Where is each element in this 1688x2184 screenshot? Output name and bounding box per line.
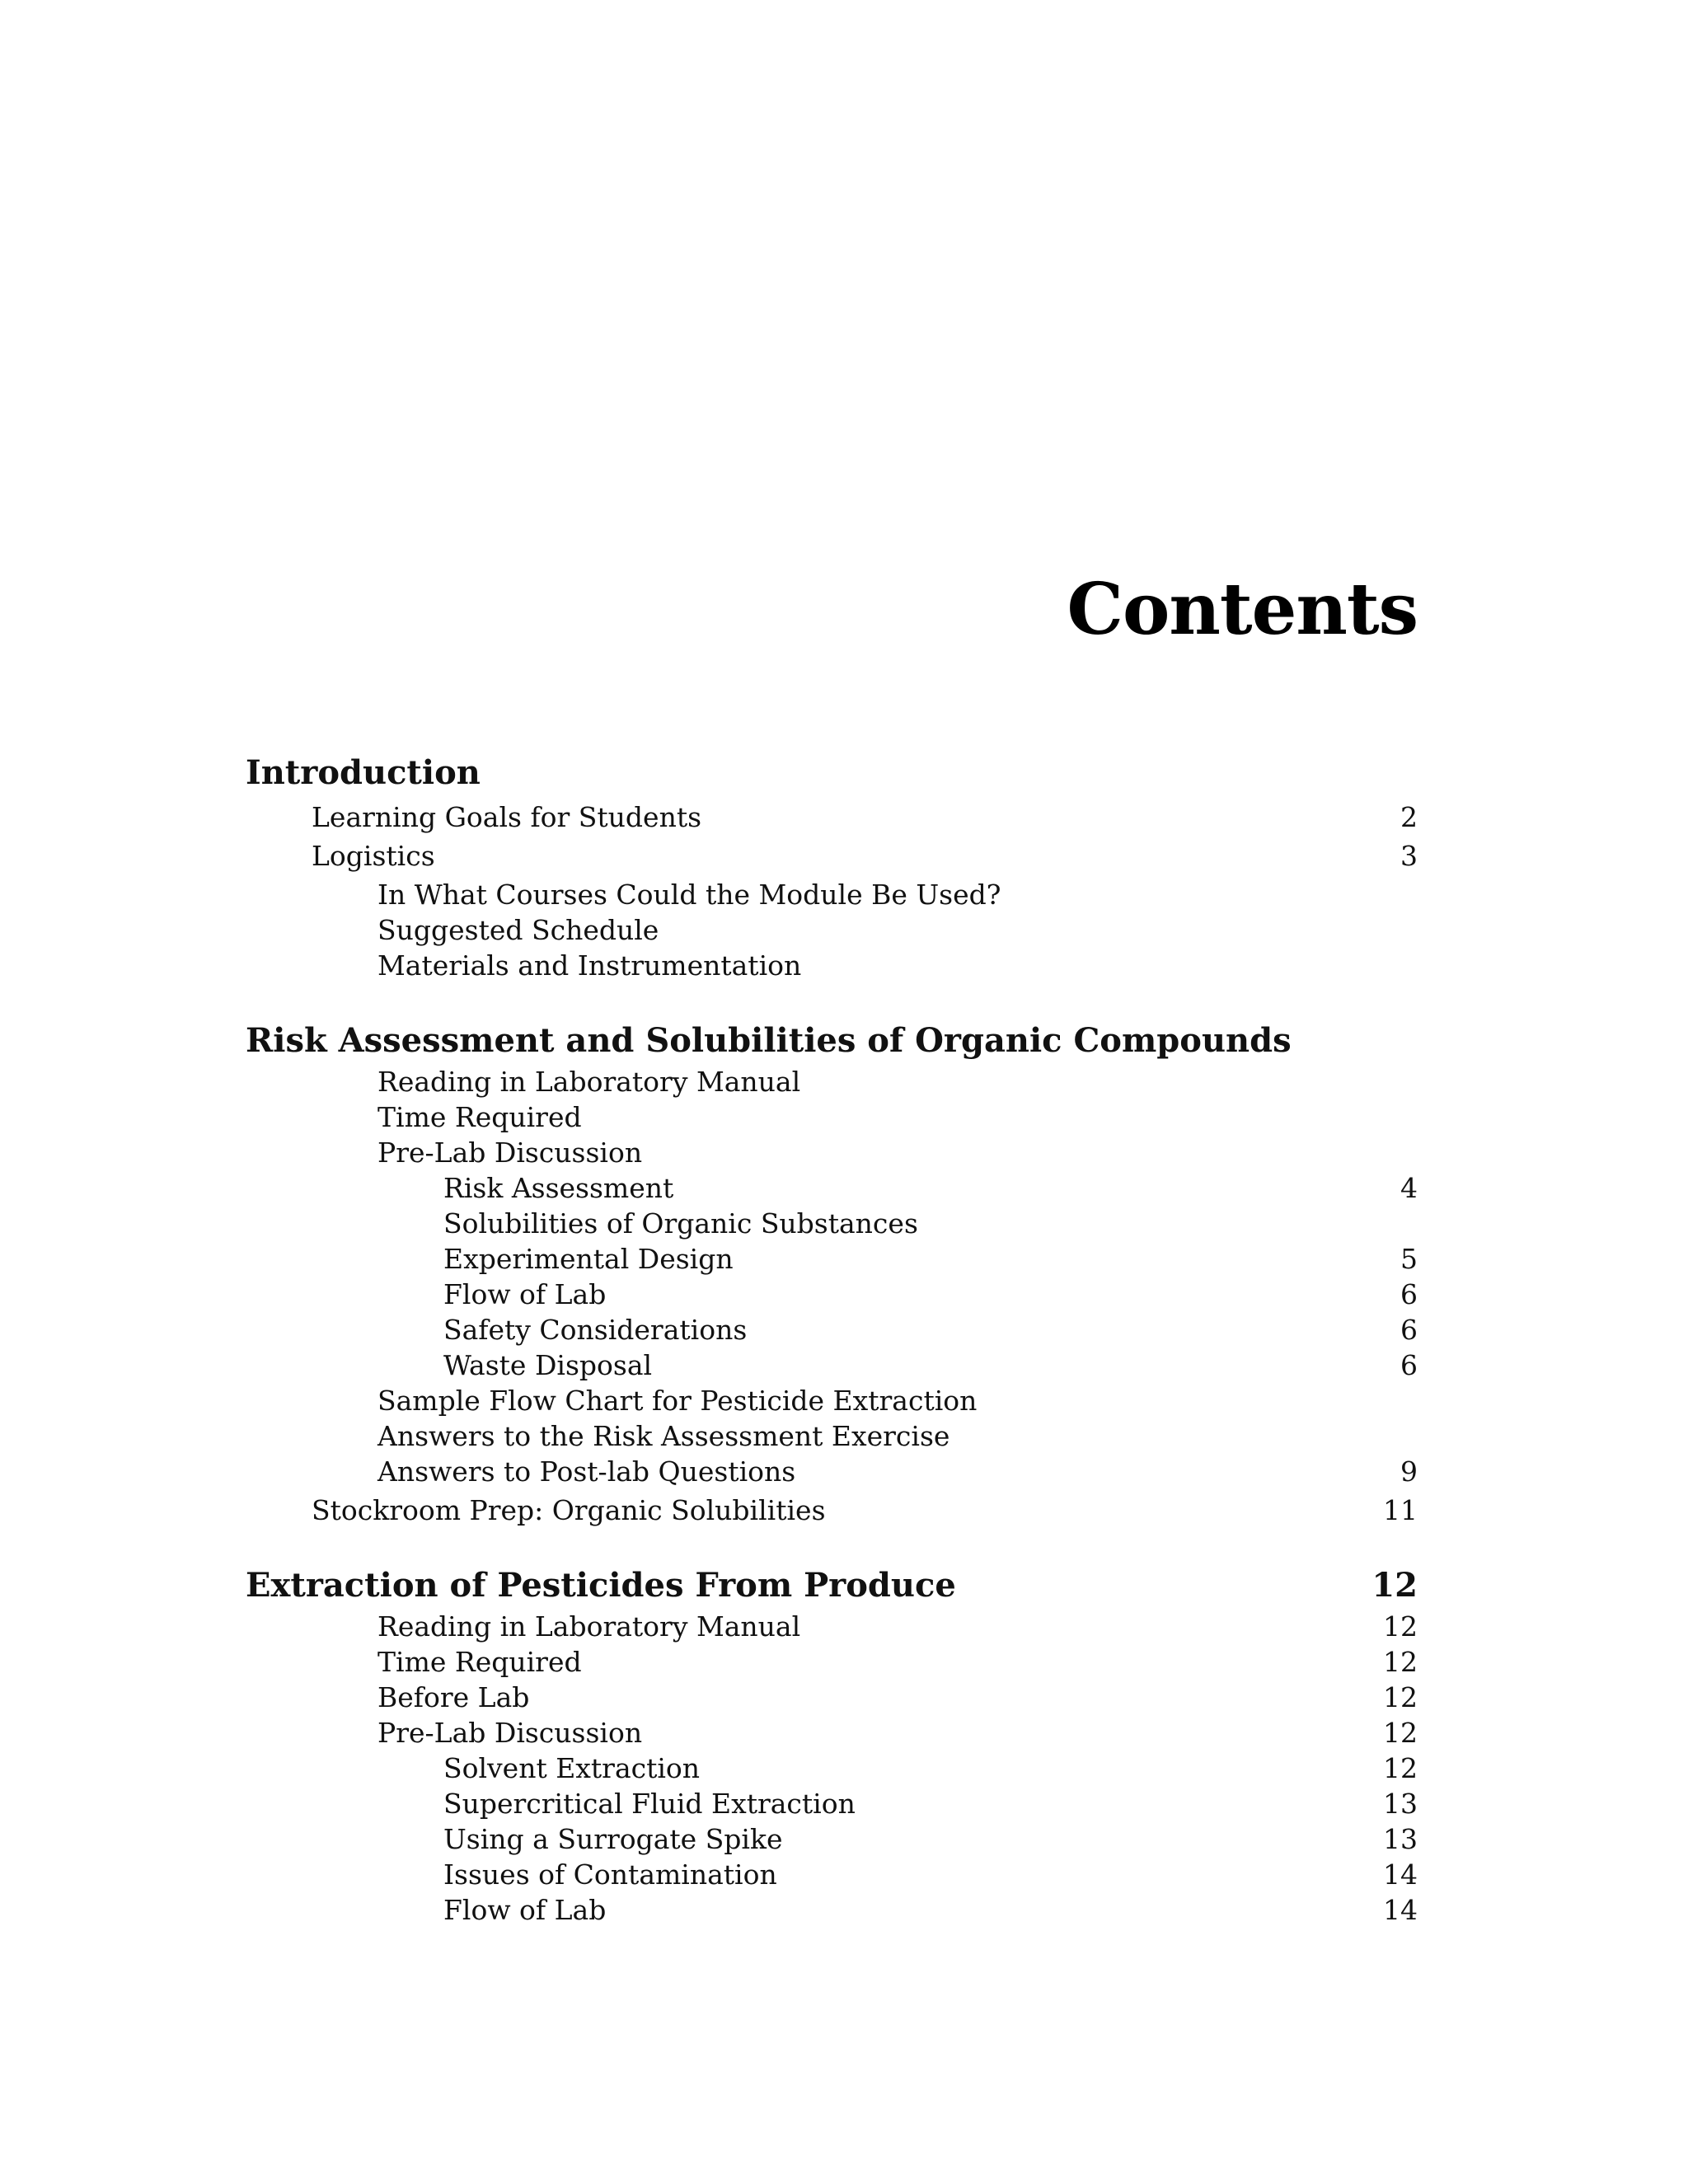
toc-entry[interactable]	[246, 1892, 1418, 1928]
toc-page-number: 12	[1383, 1717, 1418, 1749]
toc-entry[interactable]	[246, 1454, 1418, 1489]
toc-page-number: 3	[1400, 840, 1418, 872]
toc-page-number: 6	[1400, 1278, 1418, 1310]
toc-entry[interactable]	[246, 1347, 1418, 1383]
toc-entry-label: Materials and Instrumentation	[377, 949, 802, 982]
toc-page-number: 13	[1383, 1823, 1418, 1855]
toc-page-number: 14	[1383, 1894, 1418, 1926]
toc-entry[interactable]	[246, 948, 1418, 983]
toc-entry[interactable]	[246, 1821, 1418, 1857]
page-title: Contents	[1067, 568, 1418, 651]
toc-entry[interactable]	[246, 1135, 1418, 1170]
toc-entry-label: Pre-Lab Discussion	[377, 1137, 643, 1169]
toc-entry-label: Pre-Lab Discussion	[377, 1717, 643, 1749]
toc-entry-label: Safety Considerations	[443, 1314, 748, 1346]
toc-page-number: 12	[1383, 1681, 1418, 1713]
toc-entry-label: Risk Assessment	[443, 1172, 674, 1204]
toc-page-number: 12	[1372, 1566, 1418, 1605]
toc-entry-label: Experimental Design	[443, 1243, 734, 1275]
toc-entry-label: Time Required	[377, 1646, 582, 1678]
toc-entry[interactable]	[246, 912, 1418, 948]
toc-page-number: 13	[1383, 1788, 1418, 1820]
toc-page-number: 9	[1400, 1455, 1418, 1488]
toc-page-number: 12	[1383, 1646, 1418, 1678]
toc-section-title: Extraction of Pesticides From Produce	[246, 1566, 956, 1605]
toc-entry[interactable]	[246, 838, 1418, 874]
toc-entry-label: In What Courses Could the Module Be Used?	[377, 879, 1001, 911]
toc-entry-label: Flow of Lab	[443, 1278, 607, 1310]
toc-entry-label: Suggested Schedule	[377, 914, 659, 946]
toc-entry[interactable]	[246, 1715, 1418, 1750]
toc-entry-label: Flow of Lab	[443, 1894, 607, 1926]
toc-entry-label: Sample Flow Chart for Pesticide Extraction	[377, 1385, 978, 1417]
toc-entry[interactable]	[246, 1206, 1418, 1241]
toc-entry[interactable]	[246, 1312, 1418, 1347]
toc-entry[interactable]	[246, 1170, 1418, 1206]
toc-entry[interactable]	[246, 1493, 1418, 1528]
toc-entry[interactable]	[246, 877, 1418, 912]
toc-section-heading[interactable]	[246, 1563, 1418, 1609]
toc-section-title: Introduction	[246, 753, 481, 792]
toc-entry[interactable]	[246, 1418, 1418, 1454]
toc-page-number: 4	[1400, 1172, 1418, 1204]
toc-entry[interactable]	[246, 1064, 1418, 1099]
toc-page-number: 6	[1400, 1349, 1418, 1381]
toc-section-title: Risk Assessment and Solubilities of Organic Compounds	[246, 1021, 1292, 1060]
toc-entry-label: Using a Surrogate Spike	[443, 1823, 783, 1855]
toc-entry[interactable]	[246, 1857, 1418, 1892]
toc-entry[interactable]	[246, 1680, 1418, 1715]
toc-entry-label: Solubilities of Organic Substances	[443, 1207, 918, 1240]
toc-entry-label: Learning Goals for Students	[312, 801, 702, 833]
toc-entry[interactable]	[246, 799, 1418, 835]
toc-entry-label: Waste Disposal	[443, 1349, 653, 1381]
toc-entry-label: Reading in Laboratory Manual	[377, 1610, 801, 1643]
toc-section-heading[interactable]	[246, 750, 1418, 796]
toc-entry[interactable]	[246, 1099, 1418, 1135]
toc-entry[interactable]	[246, 1750, 1418, 1786]
toc-section-heading[interactable]	[246, 1018, 1418, 1064]
toc-entry-label: Reading in Laboratory Manual	[377, 1066, 801, 1098]
toc-entry-label: Before Lab	[377, 1681, 530, 1713]
toc-page-number: 5	[1400, 1243, 1418, 1275]
toc-page-number: 12	[1383, 1610, 1418, 1643]
toc-entry-label: Answers to the Risk Assessment Exercise	[377, 1420, 950, 1452]
toc-entry-label: Stockroom Prep: Organic Solubilities	[312, 1494, 826, 1526]
toc-page-number: 11	[1383, 1494, 1418, 1526]
toc-entry-label: Answers to Post-lab Questions	[377, 1455, 796, 1488]
toc-page-number: 12	[1383, 1752, 1418, 1784]
toc-entry-label: Logistics	[312, 840, 435, 872]
toc-entry[interactable]	[246, 1241, 1418, 1277]
toc-section	[246, 1563, 1418, 1928]
toc-page-number: 6	[1400, 1314, 1418, 1346]
toc-page-number: 14	[1383, 1858, 1418, 1891]
toc-entry[interactable]	[246, 1277, 1418, 1312]
toc-entry-label: Solvent Extraction	[443, 1752, 701, 1784]
toc-entry[interactable]	[246, 1383, 1418, 1418]
toc-section	[246, 750, 1418, 983]
toc-section	[246, 1018, 1418, 1528]
toc-entry-label: Time Required	[377, 1101, 582, 1133]
toc-page-number: 2	[1400, 801, 1418, 833]
table-of-contents	[246, 750, 1418, 1928]
toc-entry[interactable]	[246, 1609, 1418, 1644]
toc-entry[interactable]	[246, 1644, 1418, 1680]
toc-entry-label: Issues of Contamination	[443, 1858, 777, 1891]
toc-entry-label: Supercritical Fluid Extraction	[443, 1788, 856, 1820]
toc-entry[interactable]	[246, 1786, 1418, 1821]
